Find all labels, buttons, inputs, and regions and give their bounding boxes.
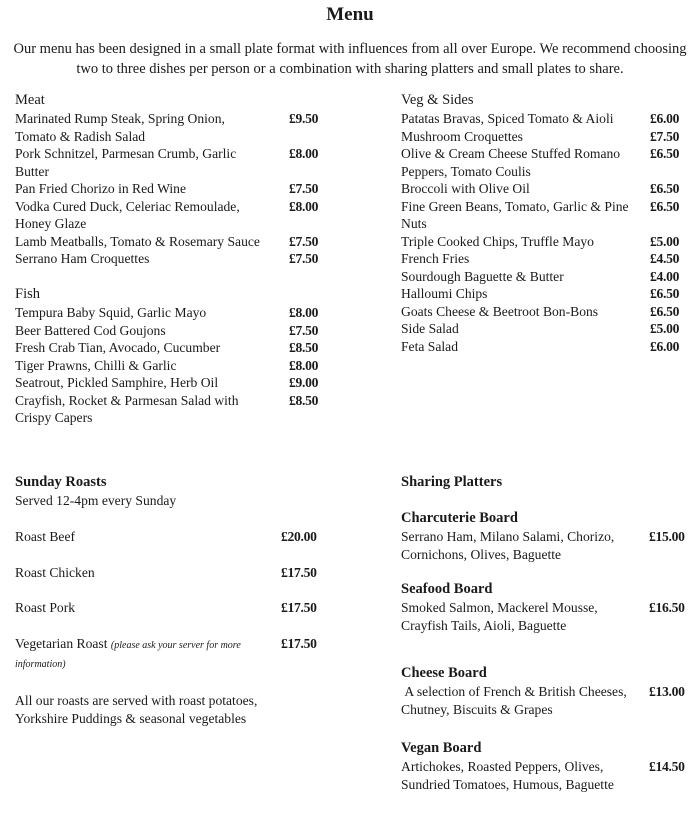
item-name: Lamb Meatballs, Tomato & Rosemary Sauce <box>15 233 260 249</box>
item-price: £9.00 <box>289 375 319 390</box>
item-name: French Fries <box>401 251 470 266</box>
menu-item <box>401 180 680 198</box>
board-description: Serrano Ham, Milano Salami, Chorizo, Cornichons, Olives, Baguette <box>401 529 615 562</box>
menu-item <box>401 268 680 286</box>
item-price: £6.50 <box>650 198 680 214</box>
item-name: Triple Cooked Chips, Truffle Mayo <box>401 233 594 249</box>
sunday-roasts-heading: Sunday Roasts <box>15 474 107 490</box>
platter-board <box>401 580 696 635</box>
board-description: Artichokes, Roasted Peppers, Olives, Sundried Tomatoes, Humous, Baguette <box>401 759 614 792</box>
item-price: £7.50 <box>650 128 680 144</box>
item-price: £16.50 <box>649 600 685 615</box>
item-note: (please ask your server for more information) <box>15 639 241 670</box>
item-price: £8.00 <box>289 305 319 320</box>
item-name: Feta Salad <box>401 338 459 354</box>
item-price: £8.50 <box>289 392 319 408</box>
item-name: Halloumi Chips <box>401 286 488 301</box>
sharing-platters-section <box>401 472 696 794</box>
meat-section <box>15 90 325 268</box>
item-name: Tempura Baby Squid, Garlic Mayo <box>15 305 207 320</box>
menu-item <box>401 110 680 128</box>
item-name: Roast Pork <box>15 600 76 615</box>
item-price: £8.00 <box>289 357 319 373</box>
veg-sides-heading: Veg & Sides <box>401 92 474 108</box>
menu-item <box>15 528 317 546</box>
menu-item <box>15 198 319 233</box>
item-name: Vegetarian Roast <box>15 635 108 651</box>
item-name: Mushroom Croquettes <box>401 128 523 144</box>
item-price: £7.50 <box>289 181 319 196</box>
fish-heading: Fish <box>15 286 40 302</box>
board-name: Cheese Board <box>401 665 487 681</box>
item-price: £20.00 <box>281 529 317 544</box>
item-price: £17.50 <box>281 564 317 580</box>
item-name: Side Salad <box>401 321 459 336</box>
item-name: Fresh Crab Tian, Avocado, Cucumber <box>15 340 221 355</box>
menu-item <box>401 338 680 356</box>
board-name: Vegan Board <box>401 740 482 756</box>
menu-item <box>15 322 319 340</box>
item-name: Vodka Cured Duck, Celeriac Remoulade, Honey Glaze <box>15 198 240 231</box>
item-price: £6.50 <box>650 303 680 319</box>
item-name: Pork Schnitzel, Parmesan Crumb, Garlic Butter <box>15 146 237 179</box>
item-price: £4.50 <box>650 251 680 266</box>
menu-item <box>15 304 319 322</box>
item-price: £7.50 <box>289 251 319 266</box>
platter-board <box>401 739 696 794</box>
item-price: £8.00 <box>289 146 319 161</box>
item-price: £6.50 <box>650 181 680 196</box>
platter-board <box>401 509 696 564</box>
item-price: £14.50 <box>649 759 685 774</box>
item-name: Beer Battered Cod Goujons <box>15 322 166 338</box>
board-row <box>401 599 685 635</box>
item-price: £17.50 <box>281 600 317 615</box>
page-title: Menu <box>326 4 374 25</box>
menu-item <box>15 635 317 674</box>
board-row <box>401 758 685 794</box>
item-price: £17.50 <box>281 635 317 651</box>
item-name: Roast Beef <box>15 529 76 544</box>
item-price: £5.00 <box>650 233 680 249</box>
menu-item <box>15 250 319 268</box>
item-price: £8.50 <box>289 340 319 355</box>
menu-item <box>15 233 319 251</box>
item-price: £7.50 <box>289 322 319 338</box>
intro-text: Our menu has been designed in a small plate format with influences from all over Europe. We recommend choosing two to three dishes per person or a combination with sharing platters and small plates to share. <box>13 41 687 77</box>
item-price: £4.00 <box>650 268 680 284</box>
board-row <box>401 528 685 564</box>
item-price: £6.50 <box>650 286 680 301</box>
item-price: £6.00 <box>650 338 680 354</box>
board-row <box>401 683 685 719</box>
board-description: Smoked Salmon, Mackerel Mousse, Crayfish Tails, Aioli, Baguette <box>401 600 598 633</box>
menu-item <box>401 198 680 233</box>
menu-item <box>15 392 319 427</box>
menu-item <box>15 180 319 198</box>
menu-item <box>401 128 680 146</box>
board-name: Seafood Board <box>401 581 493 597</box>
item-price: £7.50 <box>289 233 319 249</box>
menu-item <box>401 233 680 251</box>
meat-heading: Meat <box>15 92 45 108</box>
menu-item <box>401 303 680 321</box>
fish-section <box>15 284 325 427</box>
menu-item <box>15 145 319 180</box>
sharing-platters-heading: Sharing Platters <box>401 474 503 490</box>
item-name: Fine Green Beans, Tomato, Garlic & Pine Nuts <box>401 198 629 231</box>
item-name: Olive & Cream Cheese Stuffed Romano Peppers, Tomato Coulis <box>401 146 621 179</box>
item-name: Broccoli with Olive Oil <box>401 181 530 196</box>
menu-item <box>401 250 680 268</box>
menu-item <box>15 599 317 617</box>
board-description: A selection of French & British Cheeses, Chutney, Biscuits & Grapes <box>401 684 631 717</box>
platter-board <box>401 664 696 719</box>
item-name: Seatrout, Pickled Samphire, Herb Oil <box>15 375 219 390</box>
item-name: Patatas Bravas, Spiced Tomato & Aioli <box>401 111 614 126</box>
item-price: £6.00 <box>650 111 680 126</box>
menu-item <box>15 110 319 145</box>
item-name: Roast Chicken <box>15 564 95 580</box>
menu-item <box>15 357 319 375</box>
item-price: £13.00 <box>649 684 685 699</box>
item-name: Marinated Rump Steak, Spring Onion, Tomato & Radish Salad <box>15 111 225 144</box>
menu-item <box>401 320 680 338</box>
board-name: Charcuterie Board <box>401 510 518 526</box>
item-name: Goats Cheese & Beetroot Bon-Bons <box>401 303 599 319</box>
menu-item <box>15 339 319 357</box>
menu-item <box>15 564 317 582</box>
item-name: Crayfish, Rocket & Parmesan Salad with Crispy Capers <box>15 392 239 425</box>
sunday-roasts-section <box>15 472 325 728</box>
item-price: £15.00 <box>649 529 685 544</box>
menu-item <box>15 374 319 392</box>
veg-sides-section <box>401 90 696 355</box>
item-price: £5.00 <box>650 321 680 336</box>
sunday-roasts-subheading: Served 12-4pm every Sunday <box>15 493 177 508</box>
item-price: £9.50 <box>289 111 319 126</box>
item-price: £8.00 <box>289 198 319 214</box>
item-name: Sourdough Baguette & Butter <box>401 268 564 284</box>
menu-item <box>401 145 680 180</box>
item-name: Tiger Prawns, Chilli & Garlic <box>15 357 177 373</box>
item-price: £6.50 <box>650 146 680 161</box>
item-name: Serrano Ham Croquettes <box>15 251 150 266</box>
item-name: Pan Fried Chorizo in Red Wine <box>15 181 186 196</box>
roasts-footer: All our roasts are served with roast potatoes, Yorkshire Puddings & seasonal vegetables <box>15 692 258 726</box>
menu-item <box>401 285 680 303</box>
